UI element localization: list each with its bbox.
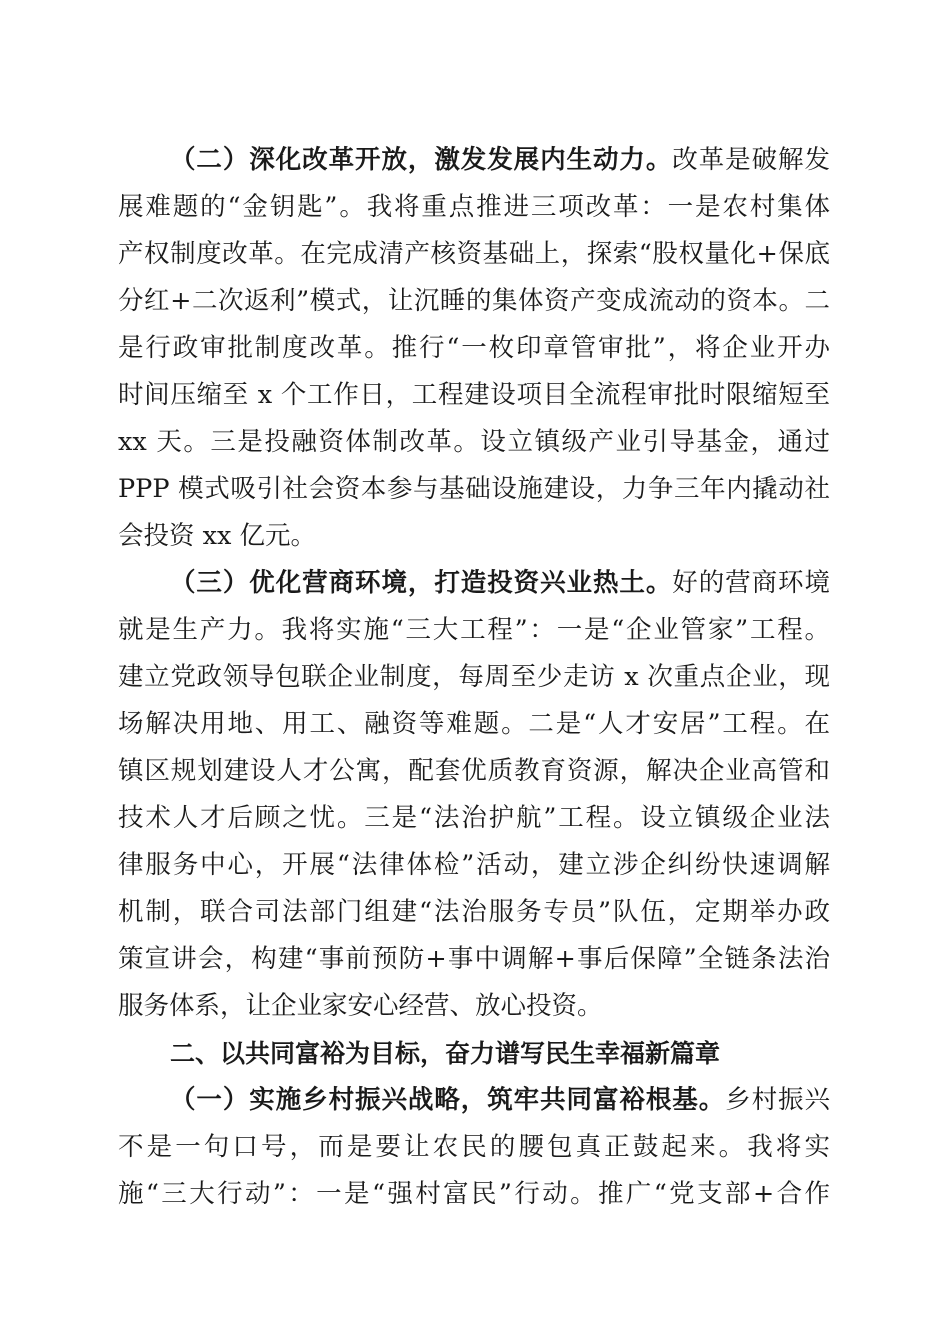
paragraph-line: 就是生产力。我将实施“三大工程”：一是“企业管家”工程。 [118,615,830,645]
paragraph-line: 建立党政领导包联企业制度，每周至少走访 x 次重点企业，现 [118,662,830,692]
paragraph-line: xx 天。三是投融资体制改革。设立镇级产业引导基金，通过 [118,427,830,457]
paragraph-text: 改革是破解发 [672,145,830,175]
paragraph-line: 技术人才后顾之忧。三是“法治护航”工程。设立镇级企业法 [118,803,830,833]
paragraph-line: 服务体系，让企业家安心经营、放心投资。 [118,991,603,1021]
paragraph-line: 律服务中心，开展“法律体检”活动，建立涉企纠纷快速调解 [118,850,830,880]
paragraph-text: 乡村振兴 [725,1085,830,1115]
paragraph-line: 时间压缩至 x 个工作日，工程建设项目全流程审批时限缩短至 [118,380,830,410]
paragraph-line: 不是一句口号，而是要让农民的腰包真正鼓起来。我将实 [118,1132,830,1162]
paragraph-line: 产权制度改革。在完成清产核资基础上，探索“股权量化+保底 [118,239,830,269]
paragraph-line [170,568,830,598]
paragraph-line: 策宣讲会，构建“事前预防+事中调解+事后保障”全链条法治 [118,944,830,974]
paragraph-line: 机制，联合司法部门组建“法治服务专员”队伍，定期举办政 [118,897,830,927]
paragraph-line: 是行政审批制度改革。推行“一枚印章管审批”，将企业开办 [118,333,830,363]
paragraph-line [170,1085,830,1115]
paragraph-line: 场解决用地、用工、融资等难题。二是“人才安居”工程。在 [118,709,830,739]
paragraph-lead: （一）实施乡村振兴战略，筑牢共同富裕根基。 [170,1085,726,1115]
paragraph-line [170,145,830,175]
paragraph-line: 镇区规划建设人才公寓，配套优质教育资源，解决企业高管和 [118,756,830,786]
paragraph-line: 分红+二次返利”模式，让沉睡的集体资产变成流动的资本。二 [118,286,830,316]
paragraph-line: PPP 模式吸引社会资本参与基础设施建设，力争三年内撬动社 [118,474,830,504]
paragraph-text: 好的营商环境 [672,568,830,598]
paragraph-line: 展难题的“金钥匙”。我将重点推进三项改革：一是农村集体 [118,192,830,222]
paragraph-line: 施“三大行动”：一是“强村富民”行动。推广“党支部+合作 [118,1179,830,1209]
paragraph-line: 会投资 xx 亿元。 [118,521,316,551]
paragraph-lead: （二）深化改革开放，激发发展内生动力。 [170,145,673,175]
section-heading: 二、以共同富裕为目标，奋力谱写民生幸福新篇章 [170,1039,721,1068]
paragraph-lead: （三）优化营商环境，打造投资兴业热土。 [170,568,673,598]
